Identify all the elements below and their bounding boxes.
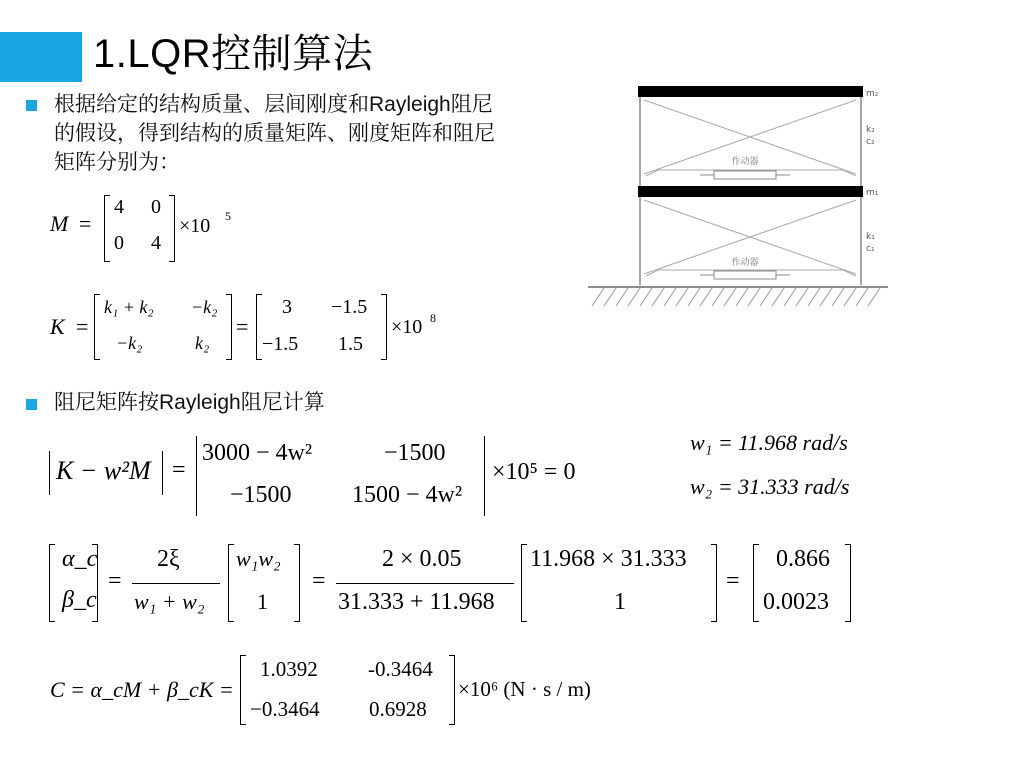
label-k1: k₁ <box>866 232 875 242</box>
floor-slab-1 <box>638 186 863 197</box>
title-accent-bar <box>0 32 82 82</box>
actuator-label-1: 作动器 <box>731 258 759 268</box>
actuator-1 <box>714 271 776 279</box>
label-k2: k₂ <box>866 125 875 135</box>
label-m2: m₂ <box>866 89 879 99</box>
ground-hatch <box>592 288 880 306</box>
slide-title: 1.LQR控制算法 <box>93 32 374 76</box>
floor-slab-2 <box>638 86 863 97</box>
structure-diagram <box>588 82 888 312</box>
freq-w2: w₂ = 31.333 rad/s <box>690 474 850 499</box>
freq-w1: w₁ = 11.968 rad/s <box>690 430 848 455</box>
actuator-2 <box>714 171 776 179</box>
actuator-label-2: 作动器 <box>731 157 759 167</box>
label-c2: c₂ <box>866 137 875 147</box>
bullet-square-icon <box>26 399 37 410</box>
label-c1: c₁ <box>866 244 875 254</box>
bullet1-line3: 矩阵分别为： <box>54 151 180 174</box>
bullet1-line2: 的假设，得到结构的质量矩阵、刚度矩阵和阻尼 <box>54 122 495 145</box>
bullet1-line1: 根据给定的结构质量、层间刚度和Rayleigh阻尼 <box>54 93 493 116</box>
bullet2-text: 阻尼矩阵按Rayleigh阻尼计算 <box>54 391 325 414</box>
bullet-square-icon <box>26 100 37 111</box>
label-m1: m₁ <box>866 188 879 198</box>
